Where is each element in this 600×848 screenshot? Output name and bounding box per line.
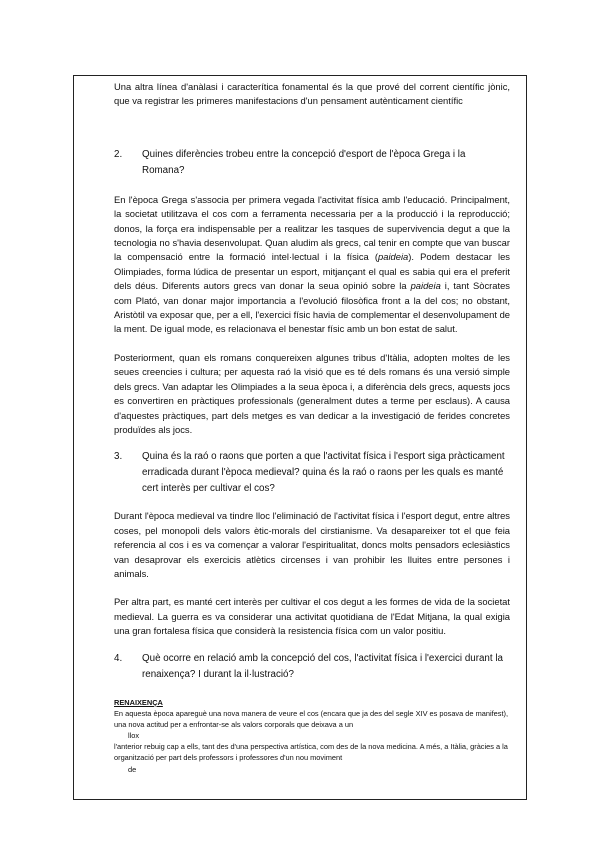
answer-3-paragraph-2: Per altra part, es manté cert interès per cultivar el cos degut a les formes de vida de la societat medieval. La guerra es va considerar una activitat quotidiana de l'Edat Mitjana, la qual exigia una gran fortalesa física que considerà la resistencia física com un valor positiu. bbox=[114, 596, 510, 637]
paideia-term: paideia bbox=[410, 280, 441, 292]
document-body bbox=[114, 80, 510, 775]
question-2-text: Quines diferències trobeu entre la concepció d'esport de l'època Grega i la Romana? bbox=[142, 148, 466, 176]
renaixenca-text-1-cont: llox bbox=[128, 730, 140, 740]
question-4 bbox=[114, 651, 510, 683]
question-2-number: 2. bbox=[114, 148, 123, 160]
answer-2-text-c: i, tant Sòcrates com Plató, van donar major importancia a l'evolució filosòfica front a la del cos; no obstant, Aristòtil va exposar que, per a ell, l'exercici físic havia de complementar el desenvolupament de la ment. De igual mode, es relacionava el benestar físic amb un bon estat de salut. bbox=[114, 280, 510, 335]
renaixenca-text-2-cont: de bbox=[128, 764, 137, 774]
question-4-number: 4. bbox=[114, 652, 123, 664]
intro-paragraph: Una altra línea d'anàlasi i caracterítica fonamental és la que prové del corrent científic jònic, que va registrar les primeres manifestacions d'un pensament autènticament científic bbox=[114, 81, 510, 107]
answer-2-paragraph-1 bbox=[114, 193, 510, 337]
renaixenca-paragraph-1 bbox=[114, 708, 510, 742]
renaixenca-text-1: En aquesta època apareguè una nova manera de veure el cos (encara que ja des del segle XIV es posava de manifest), una nova actitud per a enfrontar-se als valors corporals que deixava a un bbox=[114, 708, 509, 729]
paideia-term: paideia bbox=[378, 251, 409, 263]
renaixenca-section bbox=[114, 697, 510, 775]
question-3 bbox=[114, 449, 510, 497]
renaixenca-paragraph-2 bbox=[114, 741, 510, 775]
question-3-number: 3. bbox=[114, 451, 123, 463]
question-2 bbox=[114, 147, 510, 179]
section-title: RENAIXENÇA bbox=[114, 697, 163, 707]
question-3-text: Quina és la raó o raons que porten a que l'activitat física i l'esport siga pràcticament erradicada durant l'època medieval? quina és la raó o raons per les quals es manté cert interès per cultivar el cos? bbox=[142, 451, 505, 495]
answer-3-paragraph-1: Durant l'època medieval va tindre lloc l'eliminació de l'activitat física i l'esport degut, entre altres coses, pel monopoli dels valors ètic-morals del cirstianisme. Va desapareixer tot el que feia referencia al cos i es va començar a valorar l'espiritualitat, doncs molts pensadors eclesiàstics van desaprovar els exercicis atlètics circenses i van prohibir les lluites entre persones i animals. bbox=[114, 510, 510, 579]
answer-2-text-b: ). Podem destacar les Olimpiades, forma lúdica de presentar un esport, mitjançant el qual es sabia qui era el preferit dels déus. Diferents autors grecs van donar la seua opinió sobre la bbox=[114, 251, 510, 292]
answer-2-text-a: En l'època Grega s'associa per primera vegada l'activitat física amb l'educació. Principalment, la societat utilitzava el cos com a ferramenta necessaria per a la producció i la reproducció; donos, la força era indispensable per a realitzar les tasques de supervivencia degut a que la tecnologia no s'havia desenvolupat. Quan aludim als grecs, cal tenir en compte que van buscar la compensació entre la formació intel·lectual i la física ( bbox=[114, 193, 510, 263]
renaixenca-text-2: l'anterior rebuig cap a ells, tant des d'una perspectiva artística, com des de la nova medicina. A més, a Itàlia, gràcies a la organització per part dels professors i professores d'un nou moviment bbox=[114, 742, 508, 763]
question-4-text: Què ocorre en relació amb la concepció del cos, l'activitat física i l'exercici durant la renaixença? I durant la il·lustració? bbox=[142, 652, 503, 680]
answer-2-paragraph-2: Posteriorment, quan els romans conquereixen algunes tribus d'Itàlia, adopten moltes de les seues creencies i cultura; per aquesta raó la visió que es té dels romans és una versió simple dels grecs. Van adaptar les Olimpiades a la seua època i, a diferència dels grecs, aquests jocs es convertiren en pràctiques professionals (generalment dutes a terme per esclaus). A causa d'aquestes pràctiques, part dels metges es van dedicar a la investigació de ferides concretes produïdes als jocs. bbox=[114, 351, 510, 435]
